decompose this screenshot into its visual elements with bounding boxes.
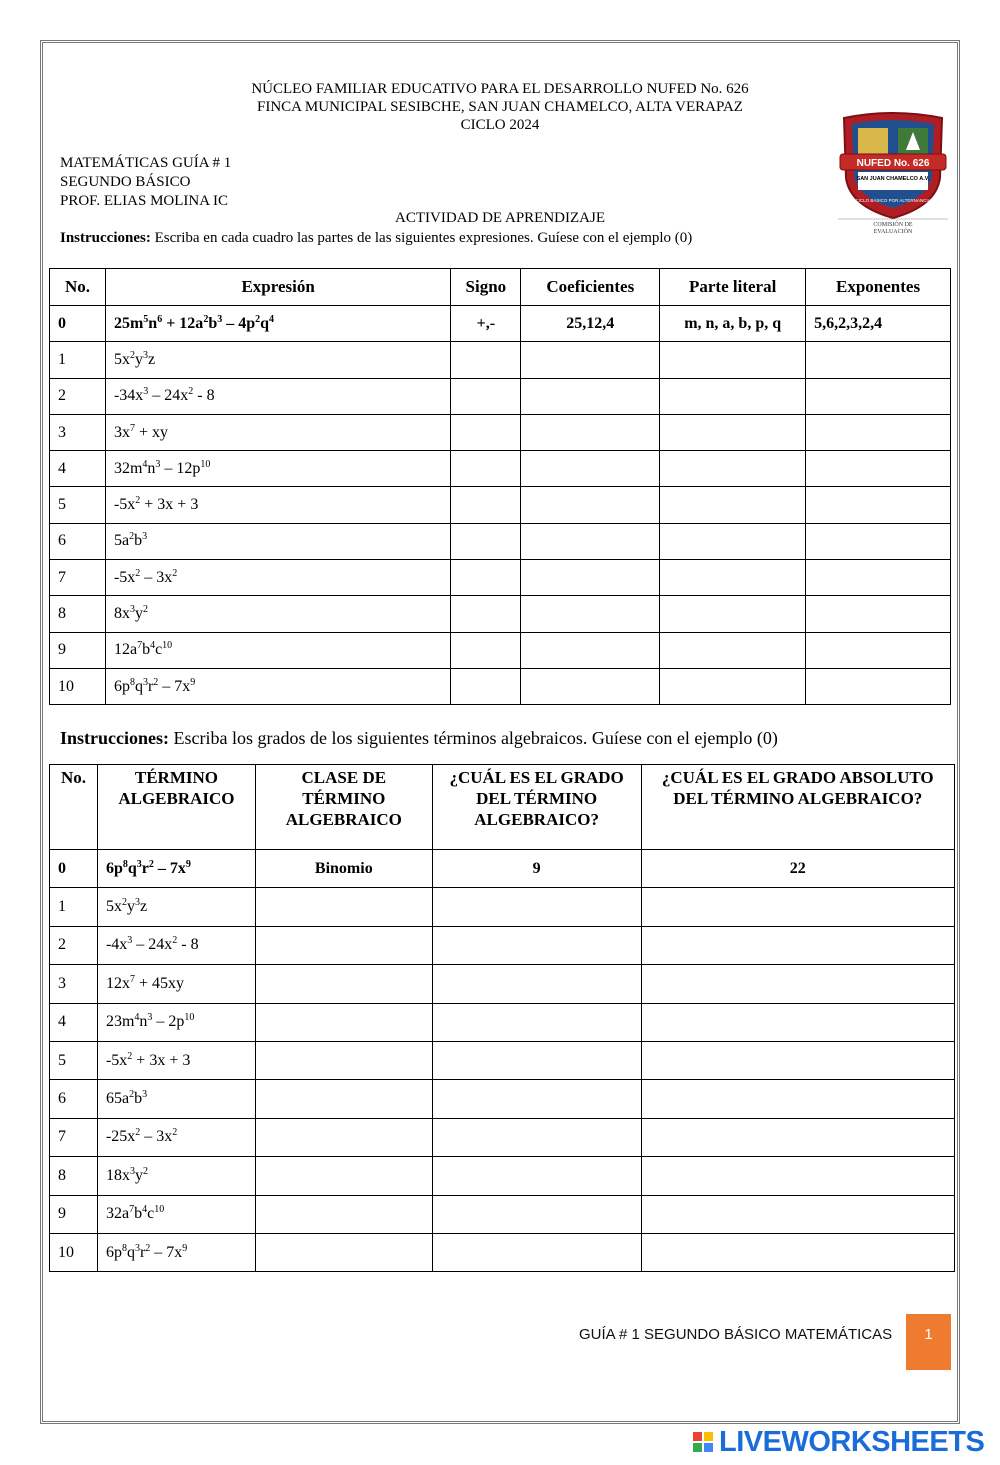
table-row	[50, 342, 951, 378]
grado-input[interactable]	[432, 1041, 641, 1079]
grado-input[interactable]	[432, 1195, 641, 1233]
row-number: 5	[50, 487, 106, 523]
header-exponentes: Exponentes	[806, 269, 951, 306]
school-location: FINCA MUNICIPAL SESIBCHE, SAN JUAN CHAMELCO, ALTA VERAPAZ	[257, 99, 743, 115]
exponentes-input[interactable]	[806, 668, 951, 704]
row-number: 1	[50, 342, 106, 378]
logo-caption-1: COMISIÓN DE	[873, 222, 913, 228]
table-row	[50, 596, 951, 632]
term-cell: $-5x^2 + 3x + 3$	[97, 1041, 255, 1079]
instructions-1-text: Escriba en cada cuadro las partes de las siguientes expresiones. Guíese con el ejemplo (0)	[150, 230, 693, 246]
course-info	[60, 154, 231, 211]
exponentes-input[interactable]	[806, 596, 951, 632]
expression-cell: $12a^7b^4c^{10}$	[105, 632, 450, 668]
table-row	[50, 1080, 955, 1118]
row-number: 8	[50, 1157, 98, 1195]
grado-input[interactable]	[432, 1003, 641, 1041]
coeficientes-input[interactable]	[521, 668, 660, 704]
signo-cell: +,-	[451, 306, 521, 342]
grado-absoluto-input[interactable]	[641, 1195, 954, 1233]
row-number: 10	[50, 668, 106, 704]
row-number: 0	[50, 306, 106, 342]
parte-literal-input[interactable]	[660, 596, 806, 632]
table-row	[50, 451, 951, 487]
parte-literal-input[interactable]	[660, 668, 806, 704]
expression-cell: $5a^2b^3$	[105, 523, 450, 559]
grado-input[interactable]	[432, 1233, 641, 1271]
row-number: 9	[50, 1195, 98, 1233]
table-row	[50, 1233, 955, 1271]
clase-input[interactable]	[255, 1195, 432, 1233]
signo-input[interactable]	[451, 451, 521, 487]
expression-cell: $25m^5n^6 + 12a^2b^3 - 4p^2q^4$	[105, 306, 450, 342]
parte-literal-cell: m, n, a, b, p, q	[660, 306, 806, 342]
grado-input[interactable]	[432, 1118, 641, 1156]
row-number: 4	[50, 451, 106, 487]
instructions-1	[60, 230, 692, 247]
signo-input[interactable]	[451, 342, 521, 378]
instructions-2-label: Instrucciones:	[60, 728, 169, 748]
term-cell: $5x^2y^3z$	[97, 888, 255, 926]
signo-input[interactable]	[451, 414, 521, 450]
table-row	[50, 1041, 955, 1079]
coeficientes-input[interactable]	[521, 596, 660, 632]
expression-cell: $5x^2y^3z$	[105, 342, 450, 378]
logo-caption-2: EVALUACIÓN	[873, 229, 913, 235]
grado-absoluto-input[interactable]	[641, 1233, 954, 1271]
row-number: 4	[50, 1003, 98, 1041]
clase-input[interactable]	[255, 965, 432, 1003]
parte-literal-input[interactable]	[660, 414, 806, 450]
table-row	[50, 1195, 955, 1233]
grado-absoluto-input[interactable]	[641, 926, 954, 964]
grado-absoluto-input[interactable]	[641, 1041, 954, 1079]
table-row	[50, 378, 951, 414]
header-clase: CLASE DE TÉRMINO ALGEBRAICO	[255, 765, 432, 850]
header-no: No.	[50, 269, 106, 306]
grado-absoluto-input[interactable]	[641, 1080, 954, 1118]
logo-ring-text: CICLO BÁSICO POR ALTERNANCIA	[855, 198, 931, 203]
row-number: 2	[50, 378, 106, 414]
row-number: 7	[50, 560, 106, 596]
coeficientes-input[interactable]	[521, 378, 660, 414]
grado-input[interactable]	[432, 1157, 641, 1195]
row-number: 0	[50, 850, 98, 888]
table-header-row	[50, 269, 951, 306]
row-number: 7	[50, 1118, 98, 1156]
exponentes-input[interactable]	[806, 632, 951, 668]
term-cell: $23m^4n^3 - 2p^{10}$	[97, 1003, 255, 1041]
parte-literal-input[interactable]	[660, 632, 806, 668]
grado-input[interactable]	[432, 965, 641, 1003]
table-row	[50, 668, 951, 704]
row-number: 8	[50, 596, 106, 632]
row-number: 3	[50, 414, 106, 450]
footer-text: GUÍA # 1 SEGUNDO BÁSICO MATEMÁTICAS	[579, 1326, 893, 1343]
expression-cell: $-5x^2 - 3x^2$	[105, 560, 450, 596]
term-cell: $-4x^3 - 24x^2 - 8$	[97, 926, 255, 964]
parte-literal-input[interactable]	[660, 487, 806, 523]
logo-label: NUFED No. 626	[856, 158, 930, 169]
row-number: 6	[50, 523, 106, 559]
header-expression: Expresión	[105, 269, 450, 306]
header-parte-literal: Parte literal	[660, 269, 806, 306]
exponentes-input[interactable]	[806, 451, 951, 487]
table-row	[50, 487, 951, 523]
coeficientes-cell: 25,12,4	[521, 306, 660, 342]
table-row	[50, 888, 955, 926]
grado-absoluto-input[interactable]	[641, 888, 954, 926]
activity-title: ACTIVIDAD DE APRENDIZAJE	[395, 210, 605, 226]
grado-absoluto-input[interactable]	[641, 1003, 954, 1041]
exponentes-input[interactable]	[806, 560, 951, 596]
school-cycle: CICLO 2024	[460, 117, 540, 133]
table-row	[50, 632, 951, 668]
parte-literal-input[interactable]	[660, 378, 806, 414]
instructions-2-text: Escriba los grados de los siguientes términos algebraicos. Guíese con el ejemplo (0)	[169, 728, 778, 748]
clase-input[interactable]	[255, 1118, 432, 1156]
logo-sub: SAN JUAN CHAMELCO A.V.	[856, 176, 930, 182]
signo-input[interactable]	[451, 378, 521, 414]
row-number: 6	[50, 1080, 98, 1118]
header-coeficientes: Coeficientes	[521, 269, 660, 306]
exponentes-input[interactable]	[806, 487, 951, 523]
term-cell: $6p^8q^3r^2 - 7x^9$	[97, 1233, 255, 1271]
term-cell: $6p^8q^3r^2 - 7x^9$	[97, 850, 255, 888]
instructions-1-label: Instrucciones:	[60, 230, 151, 246]
coeficientes-input[interactable]	[521, 523, 660, 559]
row-number: 1	[50, 888, 98, 926]
page-number: 1	[906, 1314, 951, 1370]
table-header-row	[50, 765, 955, 850]
parte-literal-input[interactable]	[660, 523, 806, 559]
course-teacher: PROF. ELIAS MOLINA IC	[60, 193, 228, 209]
parte-literal-input[interactable]	[660, 451, 806, 487]
parte-literal-input[interactable]	[660, 342, 806, 378]
clase-input[interactable]	[255, 1041, 432, 1079]
header-signo: Signo	[451, 269, 521, 306]
table-row	[50, 1157, 955, 1195]
term-cell: $12x^7 + 45xy$	[97, 965, 255, 1003]
row-number: 10	[50, 1233, 98, 1271]
clase-input[interactable]	[255, 1157, 432, 1195]
grado-input[interactable]	[432, 1080, 641, 1118]
row-number: 9	[50, 632, 106, 668]
clase-input[interactable]	[255, 1233, 432, 1271]
grado-absoluto-cell: 22	[641, 850, 954, 888]
signo-input[interactable]	[451, 523, 521, 559]
header-grado: ¿CUÁL ES EL GRADO DEL TÉRMINO ALGEBRAICO?	[432, 765, 641, 850]
table-row	[50, 926, 955, 964]
signo-input[interactable]	[451, 596, 521, 632]
signo-input[interactable]	[451, 487, 521, 523]
grado-absoluto-input[interactable]	[641, 1157, 954, 1195]
row-number: 3	[50, 965, 98, 1003]
table-row	[50, 523, 951, 559]
grado-input[interactable]	[432, 926, 641, 964]
exponentes-input[interactable]	[806, 523, 951, 559]
course-subject: MATEMÁTICAS GUÍA # 1	[60, 155, 232, 171]
liveworksheets-logo-icon	[693, 1432, 713, 1452]
term-cell: $32a^7b^4c^{10}$	[97, 1195, 255, 1233]
expression-cell: $32m^4n^3 - 12p^{10}$	[105, 451, 450, 487]
instructions-2	[60, 728, 778, 749]
example-row	[50, 306, 951, 342]
exponentes-cell: 5,6,2,3,2,4	[806, 306, 951, 342]
term-degree-table	[49, 764, 955, 1272]
grado-absoluto-input[interactable]	[641, 1118, 954, 1156]
clase-input[interactable]	[255, 1080, 432, 1118]
liveworksheets-wordmark: LIVEWORKSHEETS	[719, 1425, 985, 1458]
coeficientes-input[interactable]	[521, 632, 660, 668]
expression-parts-table	[49, 268, 951, 705]
table-row	[50, 414, 951, 450]
liveworksheets-watermark[interactable]	[693, 1425, 984, 1459]
table-row	[50, 1118, 955, 1156]
expression-cell: $-34x^3 - 24x^2 - 8$	[105, 378, 450, 414]
row-number: 5	[50, 1041, 98, 1079]
grado-input[interactable]	[432, 888, 641, 926]
table-row	[50, 965, 955, 1003]
coeficientes-input[interactable]	[521, 487, 660, 523]
row-number: 2	[50, 926, 98, 964]
exponentes-input[interactable]	[806, 414, 951, 450]
signo-input[interactable]	[451, 560, 521, 596]
term-cell: $-25x^2 - 3x^2$	[97, 1118, 255, 1156]
exponentes-input[interactable]	[806, 378, 951, 414]
school-name: NÚCLEO FAMILIAR EDUCATIVO PARA EL DESARROLLO NUFED No. 626	[251, 81, 749, 97]
header-termino: TÉRMINO ALGEBRAICO	[97, 765, 255, 850]
table-row	[50, 1003, 955, 1041]
coeficientes-input[interactable]	[521, 342, 660, 378]
course-grade: SEGUNDO BÁSICO	[60, 174, 191, 190]
clase-input[interactable]	[255, 1003, 432, 1041]
signo-input[interactable]	[451, 632, 521, 668]
expression-cell: $-5x^2 + 3x + 3$	[105, 487, 450, 523]
grado-absoluto-input[interactable]	[641, 965, 954, 1003]
expression-cell: $6p^8q^3r^2 - 7x^9$	[105, 668, 450, 704]
grado-cell: 9	[432, 850, 641, 888]
term-cell: $65a^2b^3$	[97, 1080, 255, 1118]
expression-cell: $8x^3y^2$	[105, 596, 450, 632]
clase-cell: Binomio	[255, 850, 432, 888]
signo-input[interactable]	[451, 668, 521, 704]
parte-literal-input[interactable]	[660, 560, 806, 596]
term-cell: $18x^3y^2$	[97, 1157, 255, 1195]
coeficientes-input[interactable]	[521, 414, 660, 450]
clase-input[interactable]	[255, 888, 432, 926]
example-row	[50, 850, 955, 888]
clase-input[interactable]	[255, 926, 432, 964]
header-no: No.	[50, 765, 98, 850]
header-grado-absoluto: ¿CUÁL ES EL GRADO ABSOLUTO DEL TÉRMINO ALGEBRAICO?	[641, 765, 954, 850]
table-row	[50, 560, 951, 596]
exponentes-input[interactable]	[806, 342, 951, 378]
expression-cell: $3x^7$ + xy	[105, 414, 450, 450]
coeficientes-input[interactable]	[521, 560, 660, 596]
coeficientes-input[interactable]	[521, 451, 660, 487]
